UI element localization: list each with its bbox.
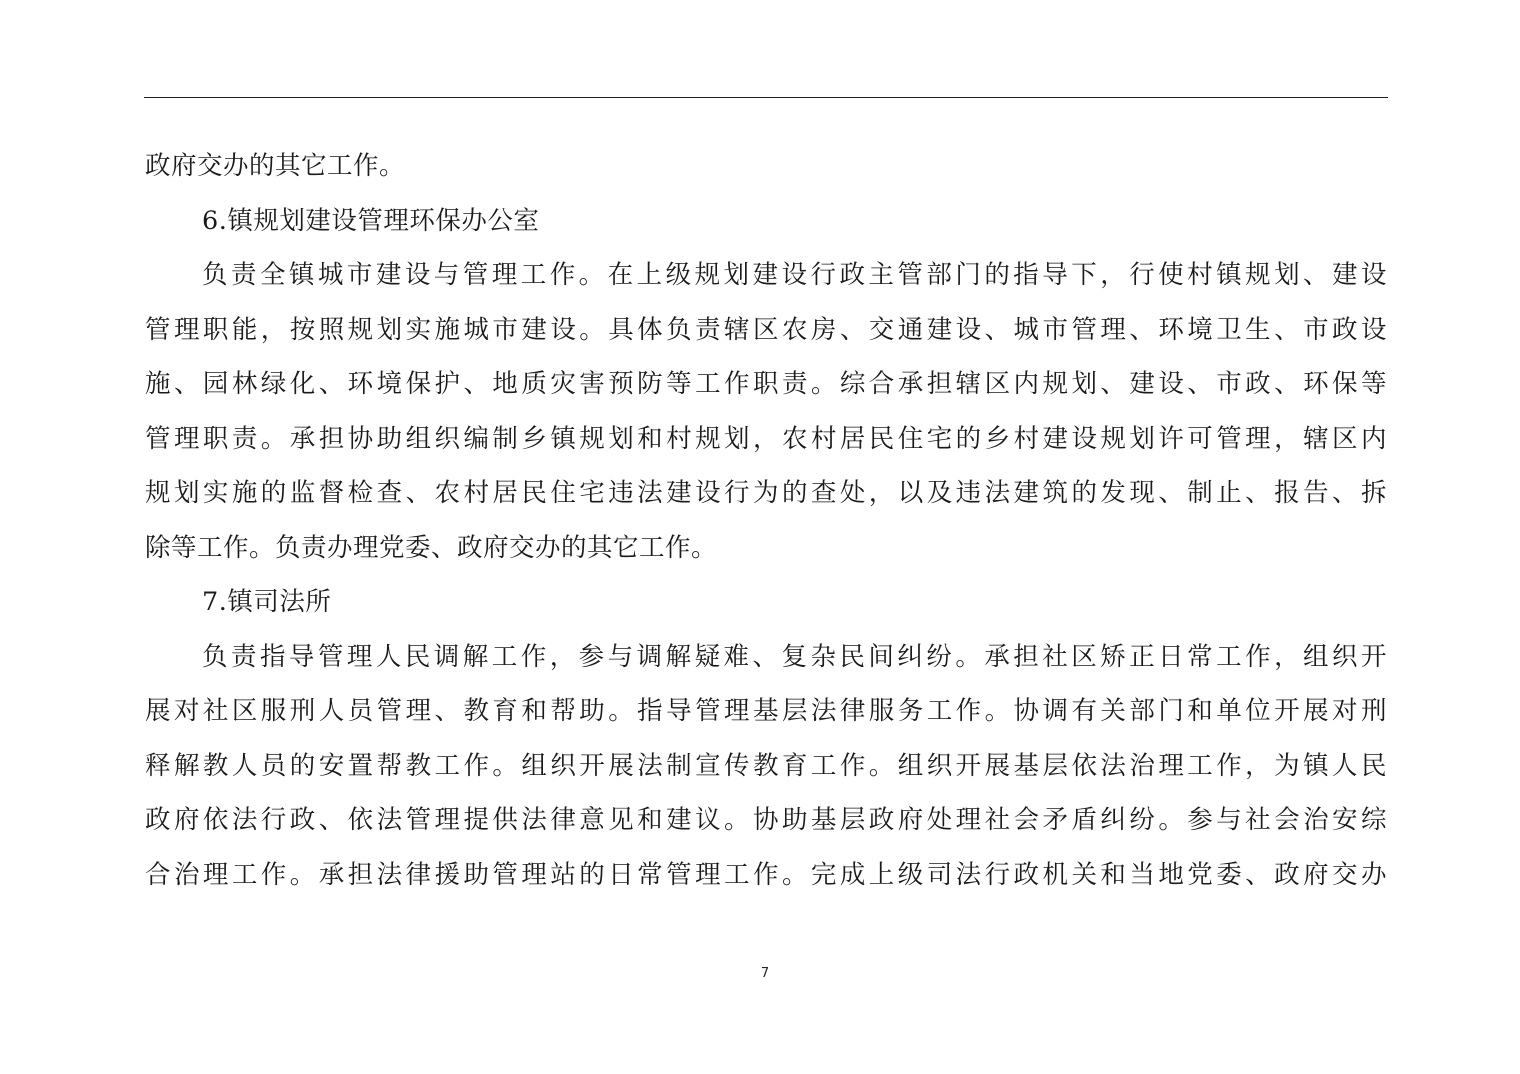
header-rule [144, 97, 1388, 98]
document-body [145, 139, 1387, 902]
text-line: 负责指导管理人民调解工作，参与调解疑难、复杂民间纠纷。承担社区矫正日常工作，组织开 [202, 641, 1387, 672]
text-line: 释解教人员的安置帮教工作。组织开展法制宣传教育工作。组织开展基层依法治理工作，为镇人民 [145, 750, 1387, 781]
section-heading: 7.镇司法所 [202, 587, 332, 617]
text-line: 政府交办的其它工作。 [145, 151, 406, 181]
text-line: 施、园林绿化、环境保护、地质灾害预防等工作职责。综合承担辖区内规划、建设、市政、环保等 [145, 369, 1387, 399]
text-line: 政府依法行政、依法管理提供法律意见和建议。协助基层政府处理社会矛盾纠纷。参与社会治安综 [145, 805, 1387, 835]
page-number: 7 [760, 966, 770, 981]
text-line: 负责全镇城市建设与管理工作。在上级规划建设行政主管部门的指导下，行使村镇规划、建设 [202, 260, 1387, 290]
text-line: 除等工作。负责办理党委、政府交办的其它工作。 [145, 532, 718, 563]
text-line: 规划实施的监督检查、农村居民住宅违法建设行为的查处，以及违法建筑的发现、制止、报告、拆 [145, 478, 1387, 508]
text-line: 管理职责。承担协助组织编制乡镇规划和村规划，农村居民住宅的乡村建设规划许可管理，辖区内 [145, 423, 1387, 454]
section-heading: 6.镇规划建设管理环保办公室 [202, 205, 540, 236]
text-line: 合治理工作。承担法律援助管理站的日常管理工作。完成上级司法行政机关和当地党委、政府交办 [145, 859, 1387, 890]
text-line: 展对社区服刑人员管理、教育和帮助。指导管理基层法律服务工作。协调有关部门和单位开展对刑 [145, 696, 1387, 726]
text-line: 管理职能，按照规划实施城市建设。具体负责辖区农房、交通建设、城市管理、环境卫生、市政设 [145, 314, 1387, 345]
